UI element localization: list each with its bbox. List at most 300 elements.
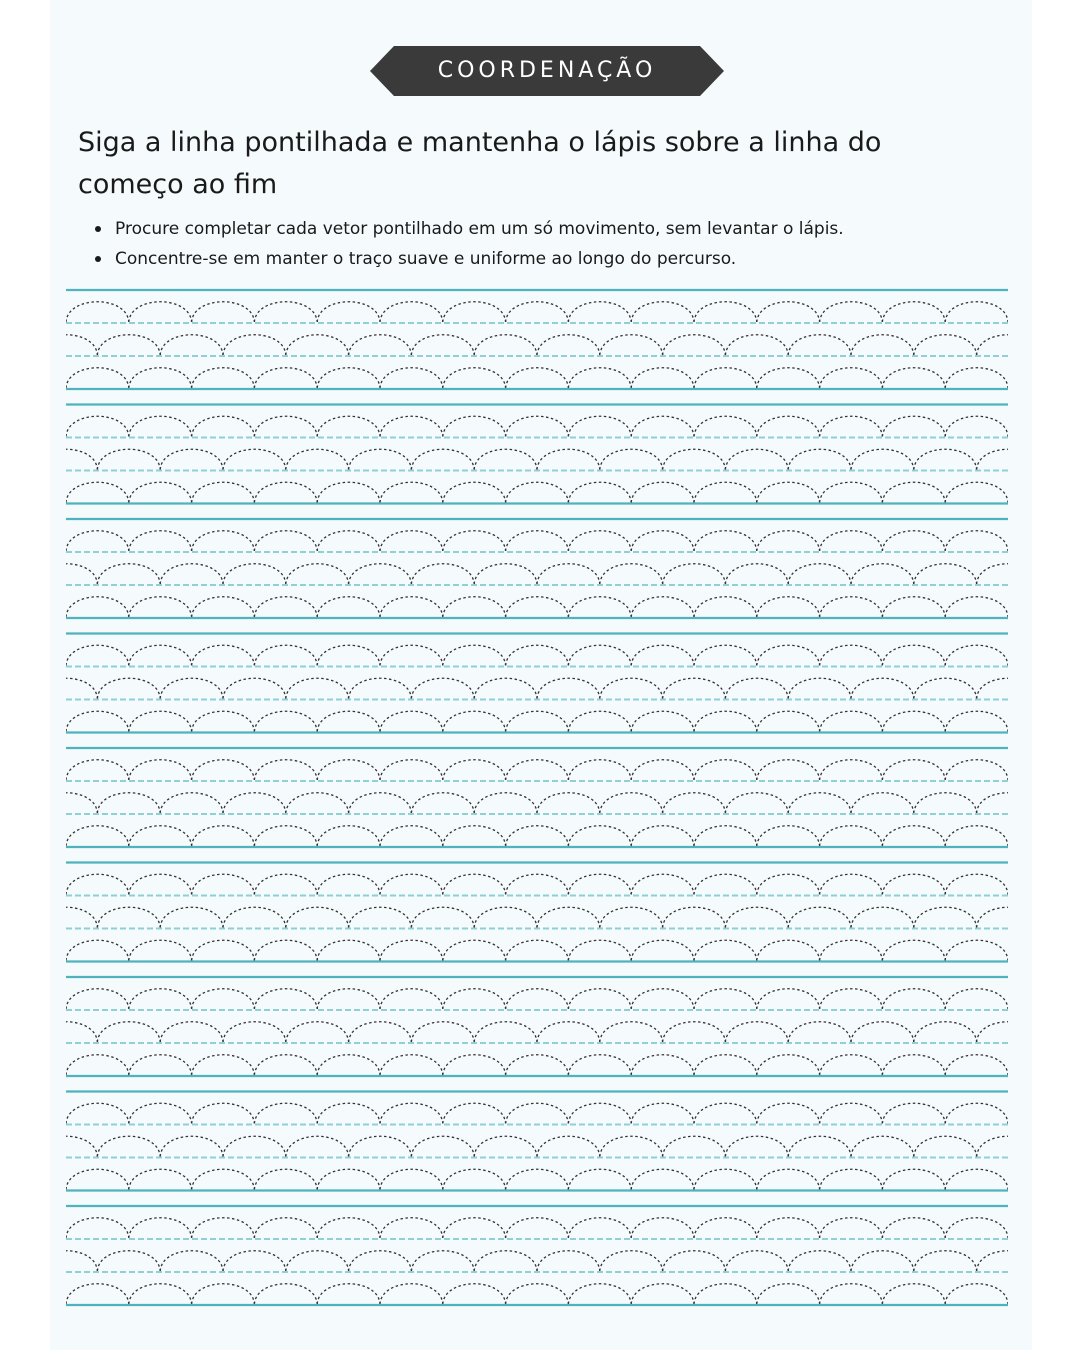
- dotted-arch: [820, 1055, 883, 1075]
- dotted-arch: [443, 1055, 506, 1075]
- dotted-arch: [129, 531, 192, 551]
- dotted-arch: [757, 531, 820, 551]
- dotted-arch: [537, 449, 600, 469]
- dotted-arch: [192, 1103, 255, 1123]
- dotted-arch: [129, 940, 192, 960]
- dotted-arch: [568, 482, 631, 502]
- dotted-arch: [820, 711, 883, 731]
- tracing-block: [35, 1218, 1040, 1304]
- dotted-arch: [820, 416, 883, 436]
- dotted-arch: [945, 531, 1008, 551]
- dotted-arch: [223, 678, 286, 698]
- dotted-arch: [757, 302, 820, 322]
- dotted-arch: [160, 793, 223, 813]
- dotted-arch: [725, 907, 788, 927]
- dotted-arch: [317, 302, 380, 322]
- dotted-arch: [129, 826, 192, 846]
- tracing-block: [35, 531, 1040, 617]
- dotted-arch: [757, 1055, 820, 1075]
- dotted-arch: [568, 1103, 631, 1123]
- dotted-arch: [882, 645, 945, 665]
- dotted-arch: [882, 1169, 945, 1189]
- dotted-arch: [317, 989, 380, 1009]
- dotted-arch: [568, 645, 631, 665]
- dotted-arch: [349, 907, 412, 927]
- dotted-arch: [788, 907, 851, 927]
- dotted-arch: [631, 1103, 694, 1123]
- dotted-arch: [129, 874, 192, 894]
- dotted-arch: [882, 760, 945, 780]
- dotted-arch: [223, 335, 286, 355]
- tracing-block: [35, 302, 1040, 388]
- dotted-arch: [443, 597, 506, 617]
- dotted-arch: [160, 1251, 223, 1271]
- dotted-arch: [757, 711, 820, 731]
- dotted-arch: [286, 1136, 349, 1156]
- dotted-arch: [192, 940, 255, 960]
- dotted-arch: [97, 1022, 160, 1042]
- dotted-arch: [725, 793, 788, 813]
- dotted-arch: [600, 793, 663, 813]
- dotted-arch: [129, 368, 192, 388]
- dotted-arch: [945, 645, 1008, 665]
- dotted-arch: [663, 1136, 726, 1156]
- dotted-arch: [506, 989, 569, 1009]
- dotted-arch: [411, 1251, 474, 1271]
- dotted-arch: [945, 482, 1008, 502]
- dotted-arch: [725, 1022, 788, 1042]
- dotted-arch: [820, 302, 883, 322]
- dotted-arch: [506, 760, 569, 780]
- dotted-arch: [914, 335, 977, 355]
- dotted-arch: [663, 678, 726, 698]
- dotted-arch: [663, 1022, 726, 1042]
- dotted-arch: [380, 711, 443, 731]
- dotted-arch: [882, 482, 945, 502]
- dotted-arch: [97, 793, 160, 813]
- dotted-arch: [380, 1169, 443, 1189]
- dotted-arch: [254, 1284, 317, 1304]
- dotted-arch: [506, 1218, 569, 1238]
- dotted-arch: [66, 597, 129, 617]
- dotted-arch: [945, 1284, 1008, 1304]
- dotted-arch: [631, 645, 694, 665]
- dotted-arch: [882, 874, 945, 894]
- dotted-arch: [631, 760, 694, 780]
- dotted-arch: [192, 1218, 255, 1238]
- dotted-arch: [757, 826, 820, 846]
- dotted-arch: [223, 1022, 286, 1042]
- dotted-arch: [317, 531, 380, 551]
- dotted-arch: [694, 531, 757, 551]
- dotted-arch: [443, 1284, 506, 1304]
- dotted-arch: [820, 1103, 883, 1123]
- dotted-arch: [35, 907, 98, 927]
- dotted-arch: [286, 678, 349, 698]
- dotted-arch: [851, 678, 914, 698]
- tracing-block: [35, 874, 1040, 960]
- dotted-arch: [380, 531, 443, 551]
- dotted-arch: [506, 1055, 569, 1075]
- dotted-arch: [882, 597, 945, 617]
- dotted-arch: [160, 564, 223, 584]
- dotted-arch: [411, 907, 474, 927]
- dotted-arch: [757, 416, 820, 436]
- dotted-arch: [129, 645, 192, 665]
- dotted-arch: [600, 564, 663, 584]
- dotted-arch: [568, 1218, 631, 1238]
- dotted-arch: [286, 907, 349, 927]
- dotted-arch: [600, 678, 663, 698]
- dotted-arch: [757, 760, 820, 780]
- dotted-arch: [160, 907, 223, 927]
- dotted-arch: [380, 482, 443, 502]
- dotted-arch: [977, 449, 1040, 469]
- dotted-arch: [223, 793, 286, 813]
- dotted-arch: [474, 678, 537, 698]
- dotted-arch: [945, 711, 1008, 731]
- dotted-arch: [914, 678, 977, 698]
- dotted-arch: [192, 989, 255, 1009]
- dotted-arch: [254, 874, 317, 894]
- dotted-arch: [129, 1169, 192, 1189]
- dotted-arch: [443, 416, 506, 436]
- dotted-arch: [443, 940, 506, 960]
- dotted-arch: [537, 1251, 600, 1271]
- dotted-arch: [757, 1103, 820, 1123]
- dotted-arch: [380, 1218, 443, 1238]
- dotted-arch: [537, 564, 600, 584]
- dotted-arch: [694, 416, 757, 436]
- dotted-arch: [254, 826, 317, 846]
- dotted-arch: [631, 874, 694, 894]
- dotted-arch: [851, 1136, 914, 1156]
- dotted-arch: [725, 564, 788, 584]
- dotted-arch: [914, 564, 977, 584]
- dotted-arch: [97, 1136, 160, 1156]
- dotted-arch: [945, 416, 1008, 436]
- dotted-arch: [129, 302, 192, 322]
- dotted-arch: [317, 826, 380, 846]
- dotted-arch: [349, 793, 412, 813]
- dotted-arch: [411, 564, 474, 584]
- dotted-arch: [223, 449, 286, 469]
- dotted-arch: [443, 760, 506, 780]
- dotted-arch: [851, 335, 914, 355]
- dotted-arch: [568, 531, 631, 551]
- dotted-arch: [380, 597, 443, 617]
- dotted-arch: [317, 874, 380, 894]
- dotted-arch: [317, 597, 380, 617]
- dotted-arch: [474, 1136, 537, 1156]
- dotted-arch: [882, 1284, 945, 1304]
- dotted-arch: [820, 531, 883, 551]
- dotted-arch: [317, 1103, 380, 1123]
- dotted-arch: [254, 597, 317, 617]
- dotted-arch: [349, 1022, 412, 1042]
- dotted-arch: [443, 531, 506, 551]
- dotted-arch: [380, 416, 443, 436]
- badge-label: COORDENAÇÃO: [437, 58, 657, 83]
- dotted-arch: [600, 1251, 663, 1271]
- dotted-arch: [568, 597, 631, 617]
- dotted-arch: [254, 711, 317, 731]
- dotted-arch: [66, 1055, 129, 1075]
- dotted-arch: [820, 1218, 883, 1238]
- dotted-arch: [35, 793, 98, 813]
- dotted-arch: [506, 940, 569, 960]
- dotted-arch: [945, 1169, 1008, 1189]
- dotted-arch: [851, 1251, 914, 1271]
- dotted-arch: [223, 564, 286, 584]
- dotted-arch: [631, 1218, 694, 1238]
- dotted-arch: [66, 826, 129, 846]
- dotted-arch: [66, 368, 129, 388]
- dotted-arch: [631, 1169, 694, 1189]
- dotted-arch: [254, 1055, 317, 1075]
- dotted-arch: [474, 793, 537, 813]
- dotted-arch: [600, 335, 663, 355]
- dotted-arch: [945, 940, 1008, 960]
- tracing-block: [35, 645, 1040, 731]
- dotted-arch: [568, 302, 631, 322]
- dotted-arch: [694, 302, 757, 322]
- dotted-arch: [254, 531, 317, 551]
- dotted-arch: [977, 1251, 1040, 1271]
- dotted-arch: [411, 1022, 474, 1042]
- dotted-arch: [820, 940, 883, 960]
- dotted-arch: [66, 989, 129, 1009]
- dotted-arch: [537, 678, 600, 698]
- dotted-arch: [914, 1251, 977, 1271]
- dotted-arch: [129, 760, 192, 780]
- dotted-arch: [694, 711, 757, 731]
- dotted-arch: [66, 1284, 129, 1304]
- dotted-arch: [129, 597, 192, 617]
- dotted-arch: [506, 1103, 569, 1123]
- dotted-arch: [254, 368, 317, 388]
- dotted-arch: [725, 1136, 788, 1156]
- dotted-arch: [914, 1136, 977, 1156]
- dotted-arch: [223, 1251, 286, 1271]
- dotted-arch: [694, 874, 757, 894]
- dotted-arch: [443, 302, 506, 322]
- dotted-arch: [820, 989, 883, 1009]
- dotted-arch: [631, 368, 694, 388]
- dotted-arch: [600, 907, 663, 927]
- dotted-arch: [820, 482, 883, 502]
- dotted-arch: [254, 1103, 317, 1123]
- dotted-arch: [977, 793, 1040, 813]
- dotted-arch: [411, 793, 474, 813]
- dotted-arch: [129, 1218, 192, 1238]
- dotted-arch: [97, 335, 160, 355]
- dotted-arch: [66, 302, 129, 322]
- dotted-arch: [694, 760, 757, 780]
- dotted-arch: [160, 449, 223, 469]
- dotted-arch: [945, 302, 1008, 322]
- dotted-arch: [631, 531, 694, 551]
- dotted-arch: [474, 335, 537, 355]
- dotted-arch: [223, 907, 286, 927]
- dotted-arch: [694, 989, 757, 1009]
- dotted-arch: [506, 531, 569, 551]
- dotted-arch: [192, 826, 255, 846]
- dotted-arch: [474, 1251, 537, 1271]
- dotted-arch: [788, 1136, 851, 1156]
- dotted-arch: [35, 1022, 98, 1042]
- dotted-arch: [380, 368, 443, 388]
- dotted-arch: [97, 564, 160, 584]
- dotted-arch: [600, 1136, 663, 1156]
- dotted-arch: [945, 826, 1008, 846]
- dotted-arch: [97, 678, 160, 698]
- dotted-arch: [882, 1103, 945, 1123]
- dotted-arch: [537, 907, 600, 927]
- dotted-arch: [129, 1055, 192, 1075]
- dotted-arch: [254, 760, 317, 780]
- dotted-arch: [945, 1218, 1008, 1238]
- dotted-arch: [757, 940, 820, 960]
- dotted-arch: [694, 1169, 757, 1189]
- dotted-arch: [851, 564, 914, 584]
- dotted-arch: [820, 1169, 883, 1189]
- dotted-arch: [129, 1103, 192, 1123]
- dotted-arch: [160, 678, 223, 698]
- dotted-arch: [506, 826, 569, 846]
- dotted-arch: [474, 564, 537, 584]
- dotted-arch: [945, 1103, 1008, 1123]
- dotted-arch: [694, 1218, 757, 1238]
- dotted-arch: [725, 449, 788, 469]
- dotted-arch: [380, 940, 443, 960]
- dotted-arch: [380, 760, 443, 780]
- dotted-arch: [725, 335, 788, 355]
- dotted-arch: [349, 449, 412, 469]
- dotted-arch: [568, 826, 631, 846]
- dotted-arch: [977, 335, 1040, 355]
- dotted-arch: [882, 940, 945, 960]
- dotted-arch: [568, 989, 631, 1009]
- dotted-arch: [380, 989, 443, 1009]
- dotted-arch: [411, 335, 474, 355]
- dotted-arch: [788, 1251, 851, 1271]
- dotted-arch: [537, 793, 600, 813]
- dotted-arch: [882, 368, 945, 388]
- dotted-arch: [443, 1169, 506, 1189]
- dotted-arch: [694, 482, 757, 502]
- dotted-arch: [192, 760, 255, 780]
- dotted-arch: [66, 1169, 129, 1189]
- dotted-arch: [914, 449, 977, 469]
- dotted-arch: [537, 335, 600, 355]
- dotted-arch: [882, 711, 945, 731]
- dotted-arch: [192, 1284, 255, 1304]
- dotted-arch: [851, 793, 914, 813]
- dotted-arch: [568, 1284, 631, 1304]
- dotted-arch: [349, 335, 412, 355]
- dotted-arch: [506, 482, 569, 502]
- dotted-arch: [286, 793, 349, 813]
- dotted-arch: [349, 1136, 412, 1156]
- dotted-arch: [286, 1022, 349, 1042]
- instruction-item: Concentre-se em manter o traço suave e uniforme ao longo do percurso.: [115, 244, 1015, 274]
- dotted-arch: [631, 940, 694, 960]
- dotted-arch: [254, 1169, 317, 1189]
- dotted-arch: [66, 711, 129, 731]
- dotted-arch: [443, 874, 506, 894]
- dotted-arch: [192, 597, 255, 617]
- dotted-arch: [631, 989, 694, 1009]
- dotted-arch: [380, 1055, 443, 1075]
- dotted-arch: [977, 678, 1040, 698]
- dotted-arch: [568, 1169, 631, 1189]
- dotted-arch: [694, 1055, 757, 1075]
- tracing-block: [35, 989, 1040, 1075]
- dotted-arch: [97, 1251, 160, 1271]
- dotted-arch: [254, 940, 317, 960]
- dotted-arch: [380, 645, 443, 665]
- dotted-arch: [663, 1251, 726, 1271]
- dotted-arch: [757, 645, 820, 665]
- dotted-arch: [223, 1136, 286, 1156]
- dotted-arch: [820, 760, 883, 780]
- dotted-arch: [443, 826, 506, 846]
- dotted-arch: [788, 449, 851, 469]
- dotted-arch: [631, 597, 694, 617]
- dotted-arch: [568, 416, 631, 436]
- dotted-arch: [851, 907, 914, 927]
- tracing-block: [35, 416, 1040, 502]
- dotted-arch: [317, 416, 380, 436]
- dotted-arch: [820, 368, 883, 388]
- dotted-arch: [537, 1022, 600, 1042]
- dotted-arch: [254, 645, 317, 665]
- dotted-arch: [914, 907, 977, 927]
- dotted-arch: [35, 1251, 98, 1271]
- dotted-arch: [694, 826, 757, 846]
- dotted-arch: [129, 482, 192, 502]
- dotted-arch: [97, 907, 160, 927]
- dotted-arch: [66, 482, 129, 502]
- dotted-arch: [882, 1055, 945, 1075]
- dotted-arch: [35, 449, 98, 469]
- dotted-arch: [192, 645, 255, 665]
- dotted-arch: [882, 531, 945, 551]
- dotted-arch: [254, 302, 317, 322]
- dotted-arch: [506, 1284, 569, 1304]
- dotted-arch: [411, 449, 474, 469]
- dotted-arch: [977, 1022, 1040, 1042]
- dotted-arch: [380, 1103, 443, 1123]
- dotted-arch: [380, 302, 443, 322]
- dotted-arch: [757, 1169, 820, 1189]
- dotted-arch: [443, 645, 506, 665]
- dotted-arch: [663, 793, 726, 813]
- dotted-arch: [568, 940, 631, 960]
- dotted-arch: [380, 1284, 443, 1304]
- dotted-arch: [35, 1136, 98, 1156]
- dotted-arch: [694, 1284, 757, 1304]
- dotted-arch: [506, 711, 569, 731]
- dotted-arch: [66, 760, 129, 780]
- dotted-arch: [882, 416, 945, 436]
- dotted-arch: [411, 678, 474, 698]
- dotted-arch: [286, 1251, 349, 1271]
- dotted-arch: [506, 597, 569, 617]
- dotted-arch: [663, 449, 726, 469]
- dotted-arch: [129, 1284, 192, 1304]
